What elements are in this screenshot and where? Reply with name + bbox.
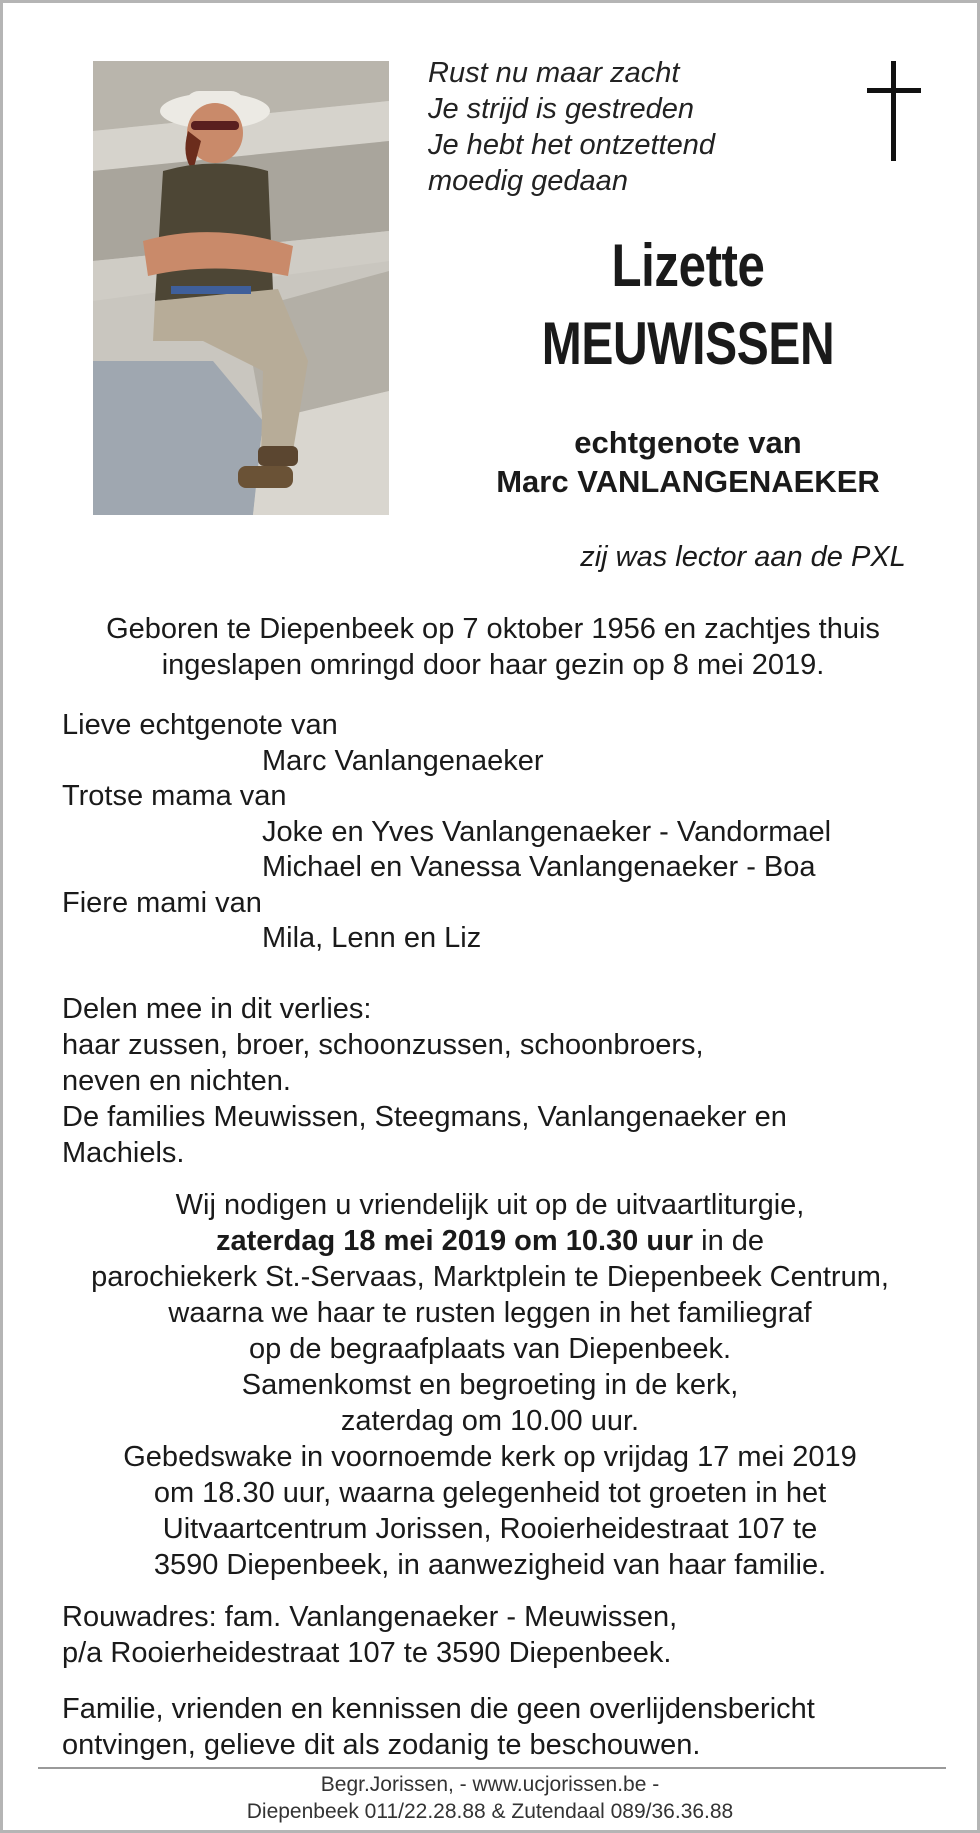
mourners-line: Delen mee in dit verlies: bbox=[62, 993, 372, 1025]
deceased-last-name: MEUWISSEN bbox=[541, 310, 835, 377]
notice-text bbox=[62, 1691, 815, 1763]
invite-date-rest: in de bbox=[693, 1225, 765, 1257]
funeral-home-footer bbox=[33, 1771, 947, 1825]
poem-line: Je hebt het ontzettend bbox=[428, 129, 715, 161]
mourners-line: haar zussen, broer, schoonzussen, schoonbroers, bbox=[62, 1029, 704, 1061]
invite-line: Samenkomst en begroeting in de kerk, bbox=[241, 1369, 739, 1401]
family-member: Marc Vanlangenaeker bbox=[262, 744, 544, 777]
family-relation: Fiere mami van bbox=[62, 886, 262, 919]
portrait-photo bbox=[93, 61, 389, 515]
birth-line: Geboren te Diepenbeek op 7 oktober 1956 en zachtjes thuis bbox=[106, 613, 880, 645]
invite-date-line bbox=[33, 1223, 947, 1259]
invite-line: om 18.30 uur, waarna gelegenheid tot groeten in het bbox=[153, 1477, 827, 1509]
mourners-line: De families Meuwissen, Steegmans, Vanlangenaeker en bbox=[62, 1101, 787, 1133]
poem-line: moedig gedaan bbox=[428, 165, 628, 197]
family-relation: Trotse mama van bbox=[62, 780, 287, 812]
mourning-address bbox=[62, 1599, 677, 1671]
spouse-block bbox=[403, 423, 973, 501]
mourners-line: neven en nichten. bbox=[62, 1065, 291, 1097]
notice-line: Familie, vrienden en kennissen die geen overlijdensbericht bbox=[62, 1693, 815, 1725]
poem bbox=[428, 55, 715, 199]
invite-line: op de begraafplaats van Diepenbeek. bbox=[248, 1333, 732, 1365]
family-member: Joke en Yves Vanlangenaeker - Vandormael bbox=[262, 815, 832, 848]
family-relation: Lieve echtgenote van bbox=[62, 709, 338, 741]
birth-line: ingeslapen omringd door haar gezin op 8 mei 2019. bbox=[161, 649, 825, 681]
occupation-line: zij was lector aan de PXL bbox=[580, 541, 906, 573]
deceased-first-name: Lizette bbox=[611, 232, 765, 299]
invite-line: parochiekerk St.-Servaas, Marktplein te Diepenbeek Centrum, bbox=[91, 1261, 889, 1293]
invite-line: Wij nodigen u vriendelijk uit op de uitvaartliturgie, bbox=[175, 1189, 805, 1221]
notice-line: ontvingen, gelieve dit als zodanig te beschouwen. bbox=[62, 1729, 701, 1761]
spouse-relation: echtgenote van bbox=[574, 425, 802, 460]
birth-death-text bbox=[43, 611, 943, 683]
address-line: p/a Rooierheidestraat 107 te 3590 Diepenbeek. bbox=[62, 1637, 672, 1669]
family-member: Michael en Vanessa Vanlangenaeker - Boa bbox=[262, 851, 816, 883]
footer-line: Begr.Jorissen, - www.ucjorissen.be - bbox=[320, 1773, 660, 1796]
invite-line: Uitvaartcentrum Jorissen, Rooierheidestraat 107 te bbox=[162, 1513, 818, 1545]
mourners-line: Machiels. bbox=[62, 1137, 185, 1169]
mourners-text bbox=[62, 991, 787, 1171]
address-line: Rouwadres: fam. Vanlangenaeker - Meuwissen, bbox=[62, 1601, 678, 1633]
cross-icon bbox=[865, 61, 925, 163]
poem-line: Rust nu maar zacht bbox=[428, 57, 680, 89]
invite-line: waarna we haar te rusten leggen in het familiegraf bbox=[168, 1297, 812, 1329]
spouse-name: Marc VANLANGENAEKER bbox=[496, 464, 880, 499]
family-list bbox=[62, 708, 831, 957]
funeral-date: zaterdag 18 mei 2019 om 10.30 uur bbox=[215, 1225, 694, 1257]
family-member: Mila, Lenn en Liz bbox=[262, 922, 482, 954]
footer-divider bbox=[38, 1767, 946, 1769]
invite-line: zaterdag om 10.00 uur. bbox=[340, 1405, 640, 1437]
footer-line: Diepenbeek 011/22.28.88 & Zutendaal 089/36.36.88 bbox=[246, 1800, 734, 1823]
poem-line: Je strijd is gestreden bbox=[428, 93, 694, 125]
funeral-invitation bbox=[33, 1187, 947, 1583]
invite-line: 3590 Diepenbeek, in aanwezigheid van haar familie. bbox=[153, 1549, 827, 1581]
invite-line: Gebedswake in voornoemde kerk op vrijdag 17 mei 2019 bbox=[123, 1441, 857, 1473]
